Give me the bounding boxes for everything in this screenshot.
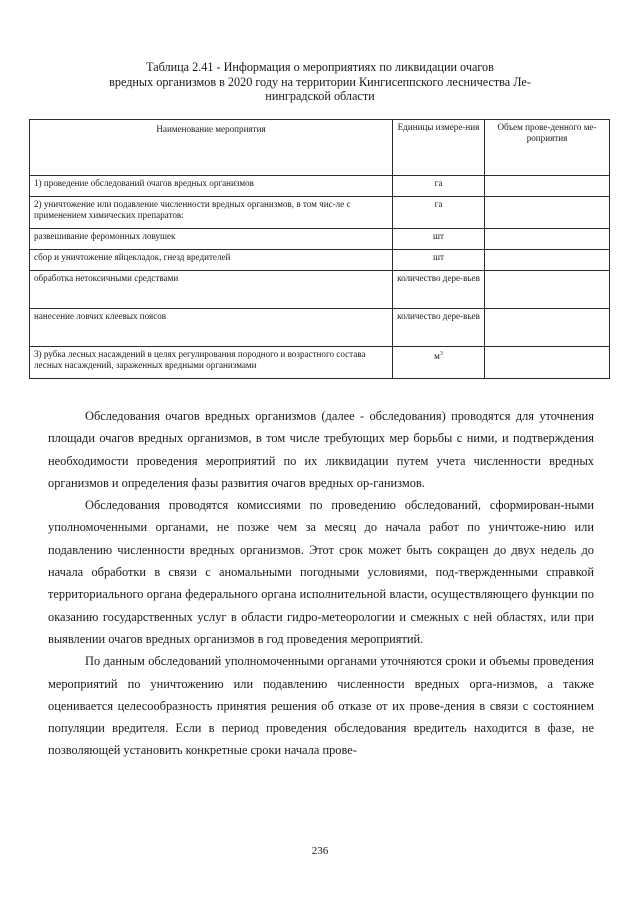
body-text <box>48 405 594 762</box>
table-row <box>30 197 610 229</box>
unit-base: м <box>434 351 440 362</box>
row-volume <box>485 176 610 197</box>
caption-line-3: нинградской области <box>265 89 375 103</box>
row-volume <box>485 309 610 347</box>
measures-table <box>29 119 610 379</box>
page-number: 236 <box>311 845 329 857</box>
row-volume <box>485 271 610 309</box>
caption-line-2: вредных организмов в 2020 году на территории Кингисеппского лесничества Ле- <box>109 74 531 89</box>
row-name: 1) проведение обследований очагов вредных организмов <box>30 176 393 197</box>
row-unit <box>393 347 485 379</box>
row-name: 3) рубка лесных насаждений в целях регулирования породного и возрастного состава лесных насаждений, зараженных вредными организмами <box>30 347 393 379</box>
table-row <box>30 347 610 379</box>
row-volume <box>485 197 610 229</box>
table-row <box>30 309 610 347</box>
header-name: Наименование мероприятия <box>30 120 393 176</box>
row-unit: количество дере-вьев <box>393 271 485 309</box>
row-unit: га <box>393 176 485 197</box>
table-caption <box>70 60 570 104</box>
paragraph: По данным обследований уполномоченными органами уточняются сроки и объемы проведения мероприятий по уничтожению или подавлению численности вредных орга-низмов, а также оценивается целесообразность принятия решения об отказе от их прове-дения в связи с состоянием популяции вредителя. Если в период проведения обследования вредитель находится в фазе, не позволяющей установить конкретные сроки начала прове- <box>48 654 594 758</box>
row-name: сбор и уничтожение яйцекладок, гнезд вредителей <box>30 250 393 271</box>
caption-line-1: Таблица 2.41 - Информация о мероприятиях по ликвидации очагов <box>146 60 494 74</box>
row-unit: шт <box>393 229 485 250</box>
header-unit: Единицы измере-ния <box>393 120 485 176</box>
row-volume <box>485 229 610 250</box>
table-header-row <box>30 120 610 176</box>
unit-superscript: 3 <box>439 351 443 357</box>
row-unit: шт <box>393 250 485 271</box>
table-row <box>30 176 610 197</box>
row-name: 2) уничтожение или подавление численности вредных организмов, в том чис-ле с применением химических препаратов: <box>30 197 393 229</box>
row-name: нанесение ловчих клеевых поясов <box>30 309 393 347</box>
paragraph: Обследования проводятся комиссиями по проведению обследований, сформирован-ными уполномоченными органами, не позже чем за месяц до начала работ по уничтоже-нию или подавлению численности вредных организмов. Этот срок может быть сокращен до двух недель до начала обработки в связи с аномальными погодными условиями, под-твержденными справкой территориального органа федерального органа исполнительной власти, осуществляющего функции по оказанию государственных услуг в области гидро-метеорологии и смежных с ней областях, или при выявлении очагов вредных организмов в год проведения мероприятий. <box>48 498 594 646</box>
row-unit: количество дере-вьев <box>393 309 485 347</box>
table-row <box>30 229 610 250</box>
row-volume <box>485 250 610 271</box>
header-volume: Объем прове-денного ме-роприятия <box>485 120 610 176</box>
paragraph: Обследования очагов вредных организмов (далее - обследования) проводятся для уточнения площади очагов вредных организмов, в том числе требующих мер борьбы с ними, и подтверждения необходимости проведения мероприятий по их ликвидации путем учета численности вредных организмов и определения фазы развития очагов вредных ор-ганизмов. <box>48 409 594 490</box>
row-volume <box>485 347 610 379</box>
row-unit: га <box>393 197 485 229</box>
row-name: обработка нетоксичными средствами <box>30 271 393 309</box>
table-row <box>30 250 610 271</box>
table-row <box>30 271 610 309</box>
row-name: развешивание феромонных ловушек <box>30 229 393 250</box>
